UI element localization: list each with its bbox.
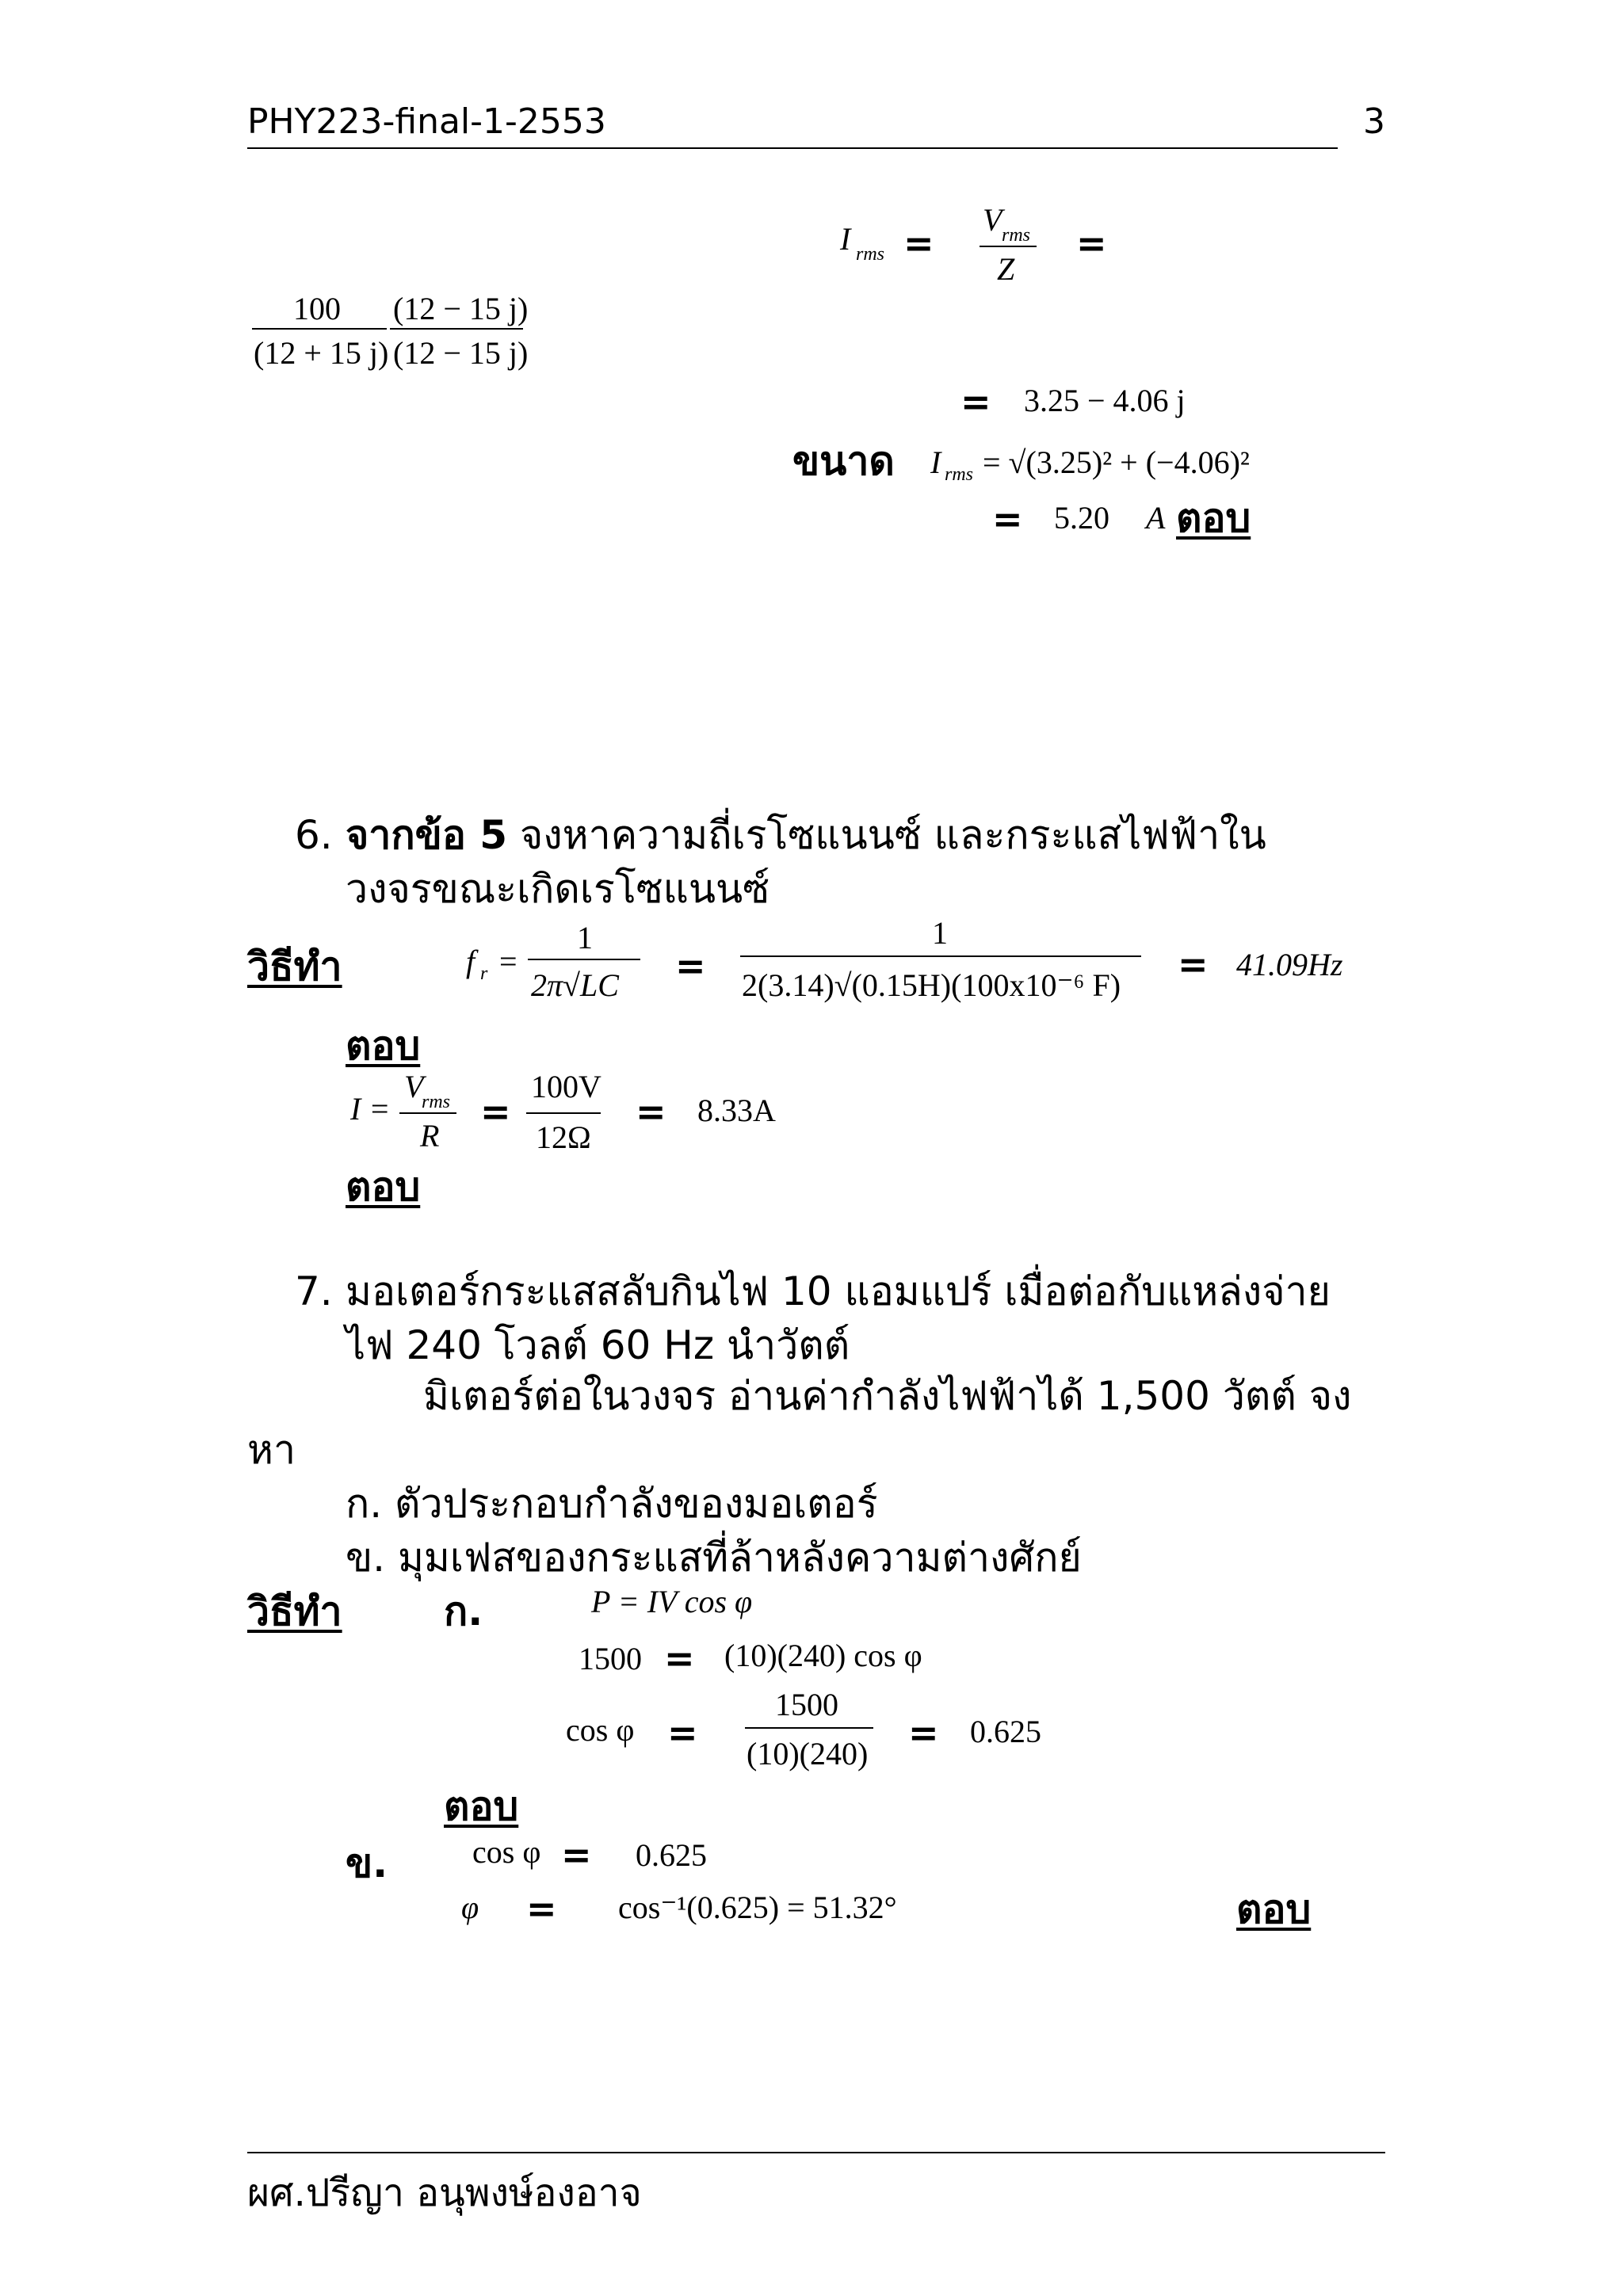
question-number: 7.	[295, 1268, 333, 1314]
answer-label: ตอบ	[1176, 495, 1251, 541]
i-vrms: V	[404, 1069, 424, 1104]
fraction-bar	[399, 1112, 456, 1114]
i2-denominator: 12Ω	[536, 1119, 591, 1155]
equals-sign: =	[664, 1637, 695, 1680]
frac2-denominator: (12 − 15 j)	[393, 335, 529, 371]
header-course-code: PHY223-final-1-2553	[247, 101, 606, 142]
i-vrms-subscript: rms	[422, 1092, 451, 1112]
fr-denominator: 2π√LC	[531, 967, 619, 1003]
equals-sign: =	[526, 1887, 557, 1930]
fraction-bar	[528, 959, 640, 960]
equals-sign: =	[903, 222, 934, 265]
question-number: 6.	[295, 812, 333, 858]
equals-sign: =	[675, 944, 706, 987]
question-text-line4: หา	[247, 1427, 296, 1473]
question-text-line3: มิเตอร์ต่อในวงจร อ่านค่ากำลังไฟฟ้าได้ 1,500 วัตต์ จง	[423, 1373, 1352, 1419]
question-text: จงหาความถี่เรโซแนนซ์ และกระแสไฟฟ้าใน	[507, 812, 1266, 858]
equals-sign: =	[667, 1711, 698, 1754]
answer-label: ตอบ	[1236, 1886, 1312, 1932]
question-item-a: ก. ตัวประกอบกำลังของมอเตอร์	[346, 1481, 878, 1527]
question-item-b: ข. มุมเฟสของกระแสที่ล้าหลังความต่างศักย์	[346, 1535, 1082, 1581]
irms-symbol: I	[840, 221, 851, 257]
line1-rhs: (10)(240) cos φ	[724, 1638, 922, 1673]
magnitude-expression: = √(3.25)² + (−4.06)²	[983, 444, 1250, 480]
fr-symbol: f	[466, 944, 475, 979]
line2-result: 0.625	[970, 1714, 1041, 1749]
irms-subscript: rms	[856, 244, 885, 265]
power-formula: P = IV cos φ	[591, 1584, 753, 1619]
fraction-bar	[390, 328, 523, 330]
fr-equals: =	[499, 944, 517, 979]
line1-lhs: 1500	[579, 1641, 642, 1676]
method-label: วิธีทำ	[247, 1589, 342, 1634]
part-b-label: ข.	[346, 1840, 388, 1886]
answer-label: ตอบ	[346, 1164, 421, 1210]
line2-numerator: 1500	[775, 1687, 838, 1722]
fraction-bar	[745, 1727, 873, 1729]
equals-sign: =	[908, 1711, 939, 1754]
magnitude-unit: A	[1146, 500, 1166, 536]
magnitude-irms-subscript: rms	[945, 464, 974, 485]
equals-sign: =	[1076, 222, 1107, 265]
fr-numerator: 1	[577, 920, 593, 955]
equals-sign: =	[561, 1833, 592, 1876]
fraction-bar	[252, 328, 387, 330]
magnitude-label: ขนาด	[792, 438, 895, 484]
fraction-bar	[980, 246, 1037, 247]
magnitude-irms: I	[930, 444, 941, 480]
question-text-line1	[346, 808, 1266, 862]
question-text-line1: มอเตอร์กระแสสลับกินไฟ 10 แอมแปร์ เมื่อต่อกับแหล่งจ่าย	[346, 1268, 1331, 1314]
method-label: วิธีทำ	[247, 944, 342, 990]
i2-numerator: 100V	[531, 1069, 601, 1104]
equals-sign: =	[480, 1090, 511, 1133]
equals-sign: =	[636, 1090, 666, 1133]
header-rule	[247, 147, 1338, 149]
i-lhs: I =	[350, 1091, 391, 1127]
fraction-bar	[740, 955, 1141, 957]
equals-sign: =	[1178, 943, 1209, 986]
b2-lhs: φ	[461, 1890, 479, 1925]
frac2-numerator: (12 − 15 j)	[393, 291, 529, 326]
fr2-numerator: 1	[932, 915, 948, 951]
fr2-denominator: 2(3.14)√(0.15H)(100x10⁻⁶ F)	[742, 967, 1121, 1003]
part-a-label: ก.	[444, 1589, 483, 1634]
question-lead: จากข้อ 5	[346, 812, 508, 858]
vrms-symbol: V	[983, 202, 1002, 238]
frac1-denominator: (12 + 15 j)	[254, 335, 389, 371]
b2-rhs: cos⁻¹(0.625) = 51.32°	[618, 1890, 897, 1925]
question-text-line2: วงจรขณะเกิดเรโซแนนซ์	[346, 866, 770, 912]
question-text-line2: ไฟ 240 โวลต์ 60 Hz นำวัตต์	[346, 1322, 850, 1368]
current-result: 3.25 − 4.06 j	[1024, 383, 1186, 418]
b1-rhs: 0.625	[636, 1837, 707, 1873]
i-result: 8.33A	[697, 1093, 776, 1128]
i-denominator: R	[420, 1118, 440, 1154]
line2-denominator: (10)(240)	[747, 1736, 869, 1772]
equals-sign: =	[992, 498, 1023, 540]
answer-label: ตอบ	[444, 1783, 519, 1829]
z-denominator: Z	[997, 251, 1015, 287]
frac1-numerator: 100	[293, 291, 341, 326]
footer-rule	[247, 2152, 1385, 2153]
line2-lhs: cos φ	[566, 1712, 635, 1748]
footer-author: ผศ.ปรีญา อนุพงษ์องอาจ	[247, 2171, 642, 2215]
fraction-bar	[526, 1112, 601, 1114]
answer-label: ตอบ	[346, 1023, 421, 1069]
fr-subscript: r	[480, 963, 488, 984]
header-page-number: 3	[1363, 101, 1385, 142]
b1-lhs: cos φ	[472, 1834, 541, 1870]
vrms-subscript: rms	[1002, 225, 1031, 246]
equals-sign: =	[960, 380, 991, 423]
fr-result: 41.09Hz	[1236, 947, 1343, 982]
magnitude-value: 5.20	[1054, 500, 1109, 536]
